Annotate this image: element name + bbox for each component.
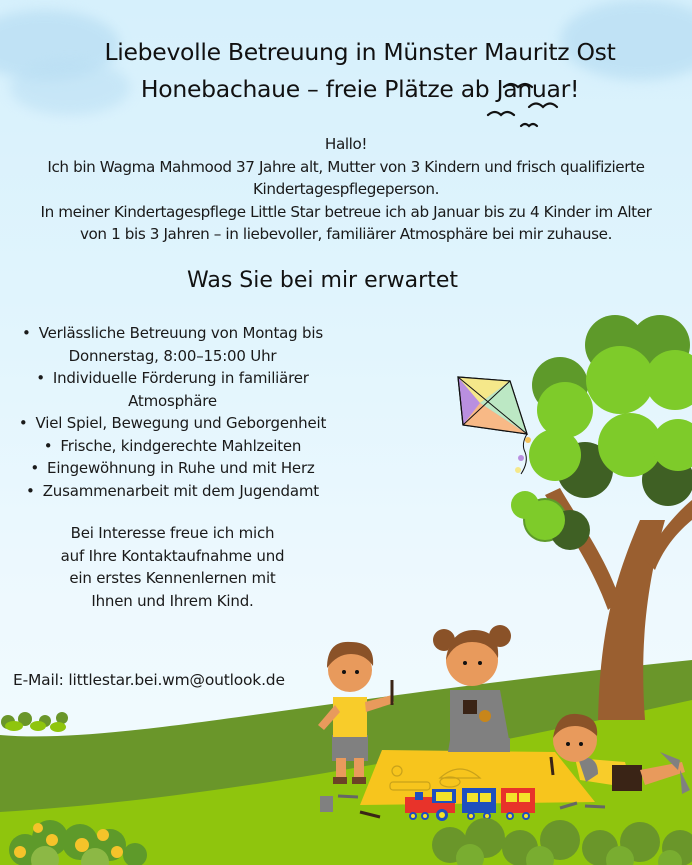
- list-item: • Frische, kindgerechte Mahlzeiten: [10, 435, 335, 458]
- list-item: • Eingewöhnung in Ruhe und mit Herz: [10, 457, 335, 480]
- list-item: • Individuelle Förderung in familiärer Atmosphäre: [10, 367, 335, 412]
- section-title: Was Sie bei mir erwartet: [187, 268, 458, 293]
- list-item: • Zusammenarbeit mit dem Jugendamt: [10, 480, 335, 503]
- title-line-1: Liebevolle Betreuung in Münster Mauritz Ost: [104, 38, 616, 66]
- intro-line-3: In meiner Kindertagespflege Little Star betreue ich ab Januar bis zu 4 Kinder im Alter: [40, 202, 652, 221]
- email-link[interactable]: E-Mail: littlestar.bei.wm@outlook.de: [13, 671, 285, 689]
- list-item: • Verlässliche Betreuung von Montag bis Donnerstag, 8:00–15:00 Uhr: [10, 322, 335, 367]
- intro-line-4: von 1 bis 3 Jahren – in liebevoller, familiärer Atmosphäre bei mir zuhause.: [79, 225, 613, 244]
- contact-text: Bei Interesse freue ich mich auf Ihre Kontaktaufnahme und ein erstes Kennenlernen mit Ihnen und Ihrem Kind.: [60, 524, 285, 610]
- intro-text: [0, 133, 692, 246]
- benefits-list: [10, 322, 335, 502]
- list-item: • Viel Spiel, Bewegung und Geborgenheit: [10, 412, 335, 435]
- intro-line-1: Ich bin Wagma Mahmood 37 Jahre alt, Mutter von 3 Kindern und frisch qualifizierte: [47, 157, 645, 176]
- greeting: Hallo!: [324, 135, 368, 153]
- title-line-2: Honebachaue – freie Plätze ab Januar!: [140, 75, 580, 103]
- page-title: [40, 34, 680, 108]
- intro-line-2: Kindertagespflegeperson.: [252, 180, 439, 199]
- child-icon: [433, 625, 511, 752]
